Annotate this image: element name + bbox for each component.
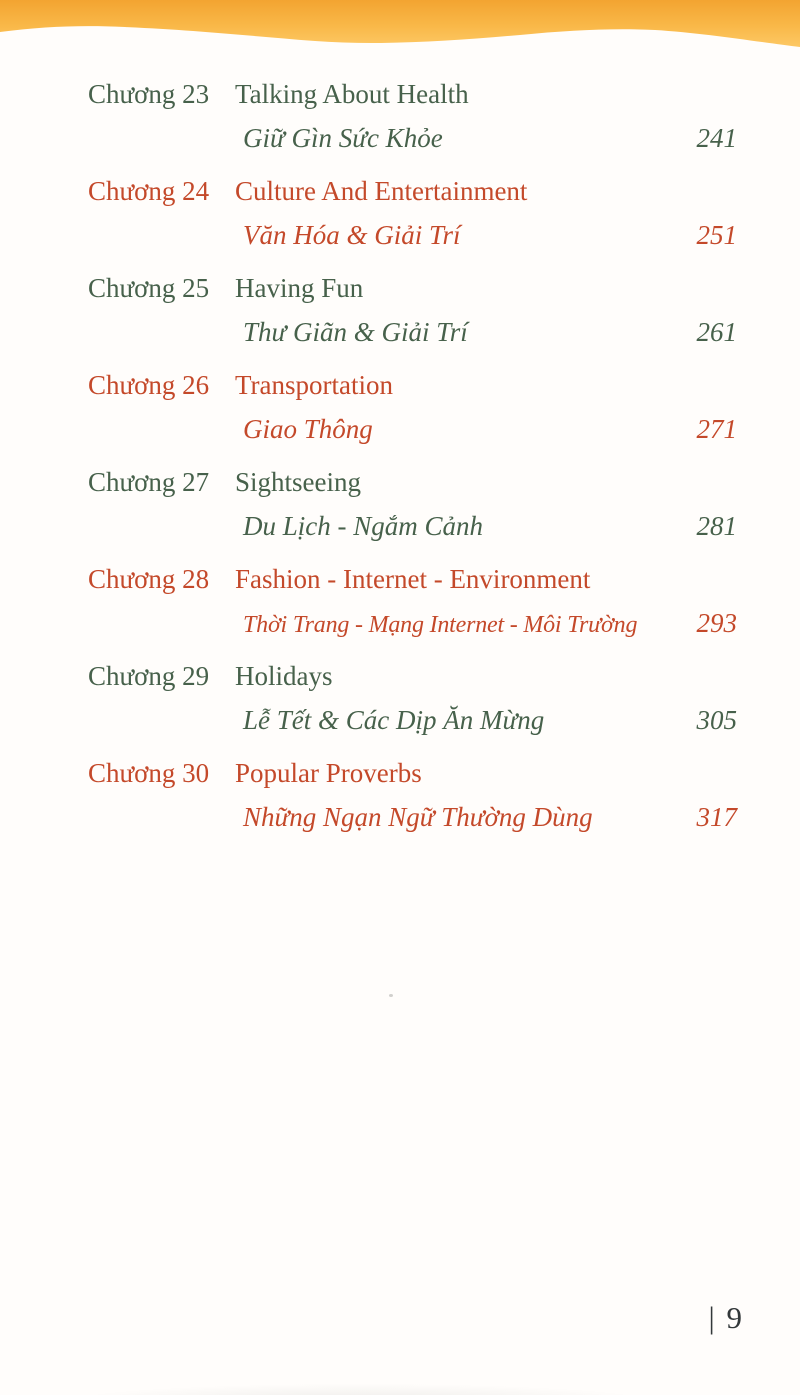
wave-banner-graphic xyxy=(0,0,800,52)
toc-entry-subtitle-row xyxy=(88,116,737,160)
toc-entry xyxy=(88,460,737,548)
chapter-title-english: Popular Proverbs xyxy=(235,758,422,788)
chapter-label: Chương 23 xyxy=(88,79,210,109)
toc-entry-subtitle-row xyxy=(88,213,737,257)
toc-entry-title-row xyxy=(88,169,737,213)
chapter-page-number: 241 xyxy=(696,123,737,153)
chapter-title-english: Holidays xyxy=(235,661,333,691)
chapter-title-english: Talking About Health xyxy=(235,79,469,109)
chapter-subtitle-vietnamese: Giữ Gìn Sức Khỏe xyxy=(243,123,443,153)
chapter-page-number: 281 xyxy=(696,511,737,541)
chapter-subtitle-vietnamese: Những Ngạn Ngữ Thường Dùng xyxy=(243,802,593,832)
toc-entry xyxy=(88,266,737,354)
chapter-title-english: Having Fun xyxy=(235,273,364,303)
chapter-page-number: 305 xyxy=(696,705,737,735)
toc-entry xyxy=(88,169,737,257)
toc-entry xyxy=(88,751,737,839)
page-curl-shadow xyxy=(0,1349,800,1395)
toc-entry-title-row xyxy=(88,266,737,310)
top-wave-banner xyxy=(0,0,800,52)
chapter-subtitle-vietnamese: Giao Thông xyxy=(243,414,373,444)
chapter-page-number: 261 xyxy=(696,317,737,347)
toc-entry xyxy=(88,72,737,160)
chapter-label: Chương 27 xyxy=(88,467,210,497)
toc-entry-subtitle-row xyxy=(88,407,737,451)
chapter-subtitle-vietnamese: Du Lịch - Ngắm Cảnh xyxy=(243,511,484,541)
chapter-title-english: Sightseeing xyxy=(235,467,361,497)
folio-page-number: | 9 xyxy=(708,1300,744,1335)
scan-speck xyxy=(389,994,393,997)
chapter-page-number: 317 xyxy=(696,802,737,832)
toc-entry-title-row xyxy=(88,654,737,698)
toc-entry-subtitle-row xyxy=(88,504,737,548)
toc-entry xyxy=(88,557,737,645)
chapter-title-english: Transportation xyxy=(235,370,394,400)
chapter-subtitle-vietnamese: Lễ Tết & Các Dịp Ăn Mừng xyxy=(243,705,545,735)
chapter-subtitle-vietnamese: Thư Giãn & Giải Trí xyxy=(243,317,468,347)
toc-entry-subtitle-row xyxy=(88,601,737,645)
toc-entry-title-row xyxy=(88,363,737,407)
toc-entry-title-row xyxy=(88,557,737,601)
toc-entry-title-row xyxy=(88,460,737,504)
toc-entry xyxy=(88,363,737,451)
chapter-page-number: 293 xyxy=(696,608,737,638)
toc-entry-subtitle-row xyxy=(88,698,737,742)
chapter-label: Chương 26 xyxy=(88,370,210,400)
toc-entry-subtitle-row xyxy=(88,310,737,354)
toc-entry-title-row xyxy=(88,72,737,116)
toc-entry-subtitle-row xyxy=(88,795,737,839)
toc-entry-title-row xyxy=(88,751,737,795)
chapter-subtitle-vietnamese: Văn Hóa & Giải Trí xyxy=(243,220,461,250)
chapter-subtitle-vietnamese: Thời Trang - Mạng Internet - Môi Trường xyxy=(243,612,638,638)
chapter-label: Chương 25 xyxy=(88,273,210,303)
chapter-label: Chương 28 xyxy=(88,564,210,594)
chapter-label: Chương 24 xyxy=(88,176,210,206)
chapter-page-number: 271 xyxy=(696,414,737,444)
chapter-title-english: Fashion - Internet - Environment xyxy=(235,564,591,594)
chapter-page-number: 251 xyxy=(696,220,737,250)
chapter-label: Chương 29 xyxy=(88,661,210,691)
chapter-label: Chương 30 xyxy=(88,758,210,788)
chapter-title-english: Culture And Entertainment xyxy=(235,176,528,206)
toc xyxy=(88,72,737,848)
toc-entry xyxy=(88,654,737,742)
